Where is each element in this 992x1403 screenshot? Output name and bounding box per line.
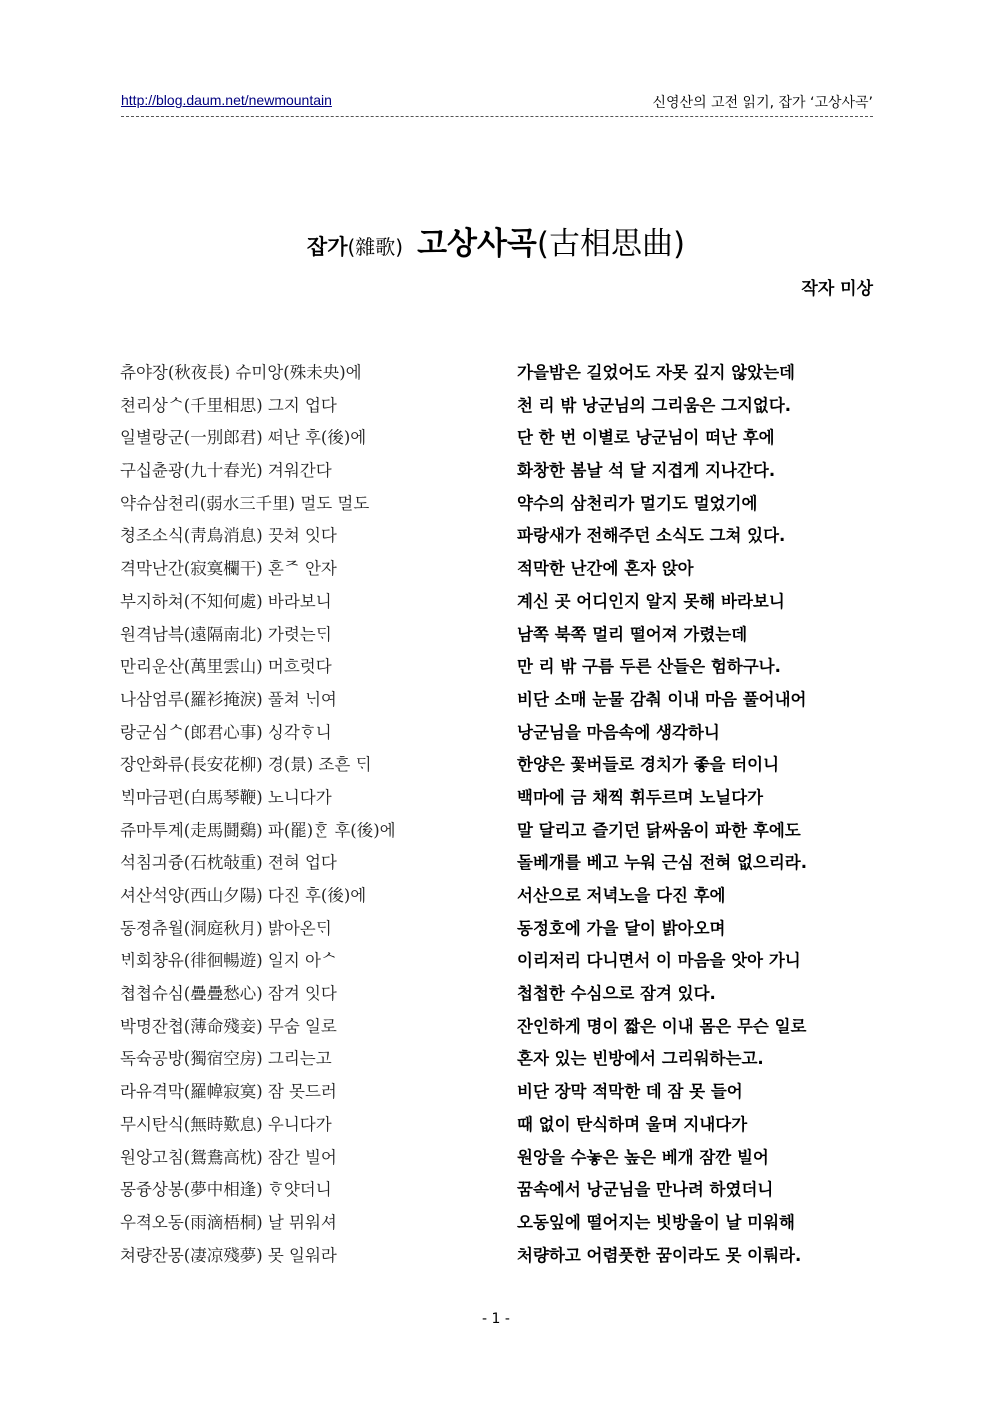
original-text: 쳡쳡슈심(疊疊愁心) 잠겨 잇다	[120, 984, 337, 1004]
modern-translation: 약수의 삼천리가 멀기도 멀었기에	[517, 493, 758, 513]
original-text: 박명잔쳡(薄命殘妾) 무숨 일로	[120, 1016, 337, 1036]
original-text: 구십츈광(九十春光) 겨워간다	[120, 461, 332, 481]
page-header	[121, 92, 873, 112]
modern-translation: 계신 곳 어디인지 알지 못해 바라보니	[517, 591, 785, 611]
original-text: 원앙고침(鴛鴦高枕) 잠간 빌어	[120, 1147, 337, 1167]
original-text: ᄇᆡᆨ마금편(白馬琴鞭) 노니다가	[120, 787, 332, 807]
poem-line	[120, 1043, 880, 1076]
poem-line	[120, 651, 880, 684]
original-text: 독슉공방(獨宿空房) 그리는고	[120, 1049, 332, 1069]
header-title: 신영산의 고전 읽기, 잡가 ‘고상사곡’	[652, 95, 873, 111]
page-title	[0, 218, 992, 263]
modern-translation: 원앙을 수놓은 높은 베개 잠깐 빌어	[517, 1147, 769, 1167]
modern-translation: 한양은 꽃버들로 경치가 좋을 터이니	[517, 755, 780, 775]
original-text: 쳥조소식(靑鳥消息) 끗쳐 잇다	[120, 526, 337, 546]
modern-translation: 만 리 밖 구름 두른 산들은 험하구나.	[517, 657, 781, 677]
original-text: 셔산석양(西山夕陽) 다진 후(後)에	[120, 886, 367, 905]
poem-line	[120, 717, 880, 750]
blog-link[interactable]: http://blog.daum.net/newmountain	[121, 92, 332, 108]
modern-translation: 때 없이 탄식하며 울며 지내다가	[517, 1114, 748, 1134]
poem-line	[120, 1142, 880, 1175]
poem-line	[120, 945, 880, 978]
original-text: 무시탄식(無時歎息) 우니다가	[120, 1114, 332, 1134]
poem-line	[120, 520, 880, 553]
title-genre-hanja: (雜歌)	[347, 235, 404, 259]
original-text: 장안화류(長安花柳) 경(景) 조흔 ᄃᆡ	[120, 755, 372, 775]
poem-line	[120, 357, 880, 390]
modern-translation: 낭군님을 마음속에 생각하니	[517, 722, 720, 742]
poem-line	[120, 553, 880, 586]
modern-translation: 비단 장막 적막한 데 잠 못 들어	[517, 1082, 743, 1102]
title-main	[417, 226, 685, 262]
modern-translation: 서산으로 저녁노을 다진 후에	[517, 886, 726, 905]
poem-line	[120, 1240, 880, 1273]
poem-line	[120, 390, 880, 423]
header-divider	[121, 116, 873, 117]
modern-translation: 동정호에 가을 달이 밝아오며	[517, 918, 726, 938]
title-main-hanja: (古相思曲)	[536, 226, 686, 262]
modern-translation: 적막한 난간에 혼자 앉아	[517, 559, 694, 579]
modern-translation: 돌베개를 베고 누워 근심 전혀 없으리라.	[517, 853, 808, 873]
title-main-korean: 고상사곡	[417, 226, 537, 262]
poem-line	[120, 913, 880, 946]
poem-line	[120, 847, 880, 880]
original-text: 부지하쳐(不知何處) 바라보니	[120, 591, 332, 611]
modern-translation: 말 달리고 즐기던 닭싸움이 파한 후에도	[517, 820, 801, 840]
original-text: 랑군심ᄉ(郎君心事) 싱각ᄒᆞ니	[120, 722, 332, 742]
original-text: 약슈삼쳔리(弱水三千里) 멀도 멀도	[120, 493, 370, 513]
original-text: 몽즁상봉(夢中相逢) ᄒᆞ얏더니	[120, 1180, 332, 1200]
poem-line	[120, 1011, 880, 1044]
poem-line	[120, 880, 880, 913]
poem-body	[120, 357, 880, 1272]
poem-line	[120, 1207, 880, 1240]
poem-line	[120, 815, 880, 848]
modern-translation: 화창한 봄날 석 달 지겹게 지나간다.	[517, 461, 776, 481]
modern-translation: 남쪽 북쪽 멀리 떨어져 가렸는데	[517, 624, 748, 644]
author: 작자 미상	[801, 279, 873, 299]
modern-translation: 가을밤은 길었어도 자못 깊지 않았는데	[517, 363, 796, 382]
poem-line	[120, 1076, 880, 1109]
poem-line	[120, 1174, 880, 1207]
original-text: 쥬마투계(走馬鬪鷄) 파(罷)ᄒᆞᆫ 후(後)에	[120, 820, 396, 840]
original-text: 나삼엄루(羅衫掩淚) 풀쳐 ᄂᆡ여	[120, 689, 337, 709]
poem-line	[120, 1109, 880, 1142]
poem-line	[120, 586, 880, 619]
title-genre-korean: 잡가	[306, 235, 348, 259]
poem-line	[120, 749, 880, 782]
modern-translation: 이리저리 다니면서 이 마음을 앗아 가니	[517, 951, 801, 971]
original-text: ᄇᆡ회챵유(徘徊暢遊) 일지 아ᄉ	[120, 951, 337, 971]
poem-line	[120, 619, 880, 652]
modern-translation: 단 한 번 이별로 낭군님이 떠난 후에	[517, 428, 775, 448]
original-text: 일별랑군(一別郎君) ᄯᅥ난 후(後)에	[120, 428, 367, 448]
original-text: 석침긔즁(石枕敧重) 젼혀 업다	[120, 853, 337, 873]
original-text: 격막난간(寂寞欄干) 혼ᄌ 안자	[120, 559, 337, 579]
poem-line	[120, 488, 880, 521]
poem-line	[120, 422, 880, 455]
original-text: 라유격막(羅幃寂寞) 잠 못드러	[120, 1082, 337, 1102]
modern-translation: 처량하고 어렴풋한 꿈이라도 못 이뤄라.	[517, 1245, 802, 1265]
modern-translation: 파랑새가 전해주던 소식도 그쳐 있다.	[517, 526, 786, 546]
modern-translation: 천 리 밖 낭군님의 그리움은 그지없다.	[517, 395, 792, 415]
original-text: 동졍츄월(洞庭秋月) 밝아온ᄃᆡ	[120, 918, 332, 938]
original-text: 쳔리상ᄉ(千里相思) 그지 업다	[120, 395, 337, 415]
original-text: 원격남븍(遠隔南北) 가렷는ᄃᆡ	[120, 624, 332, 644]
original-text: 우젹오동(雨滴梧桐) 날 뮈워셔	[120, 1212, 337, 1232]
modern-translation: 꿈속에서 낭군님을 만나려 하였더니	[517, 1180, 774, 1200]
modern-translation: 오동잎에 떨어지는 빗방울이 날 미워해	[517, 1212, 796, 1232]
poem-line	[120, 684, 880, 717]
original-text: 츄야장(秋夜長) 슈미앙(殊未央)에	[120, 363, 362, 382]
modern-translation: 백마에 금 채찍 휘두르며 노닐다가	[517, 787, 764, 807]
page-number: - 1 -	[482, 1311, 510, 1327]
poem-line	[120, 455, 880, 488]
modern-translation: 혼자 있는 빈방에서 그리워하는고.	[517, 1049, 764, 1069]
poem-line	[120, 782, 880, 815]
modern-translation: 첩첩한 수심으로 잠겨 있다.	[517, 984, 716, 1004]
poem-line	[120, 978, 880, 1011]
title-genre	[307, 235, 403, 259]
original-text: 쳐량잔몽(凄凉殘夢) 못 일워라	[120, 1245, 337, 1265]
modern-translation: 비단 소매 눈물 감춰 이내 마음 풀어내어	[517, 689, 807, 709]
original-text: 만리운산(萬里雲山) 머흐럿다	[120, 657, 332, 677]
modern-translation: 잔인하게 명이 짧은 이내 몸은 무슨 일로	[517, 1016, 807, 1036]
